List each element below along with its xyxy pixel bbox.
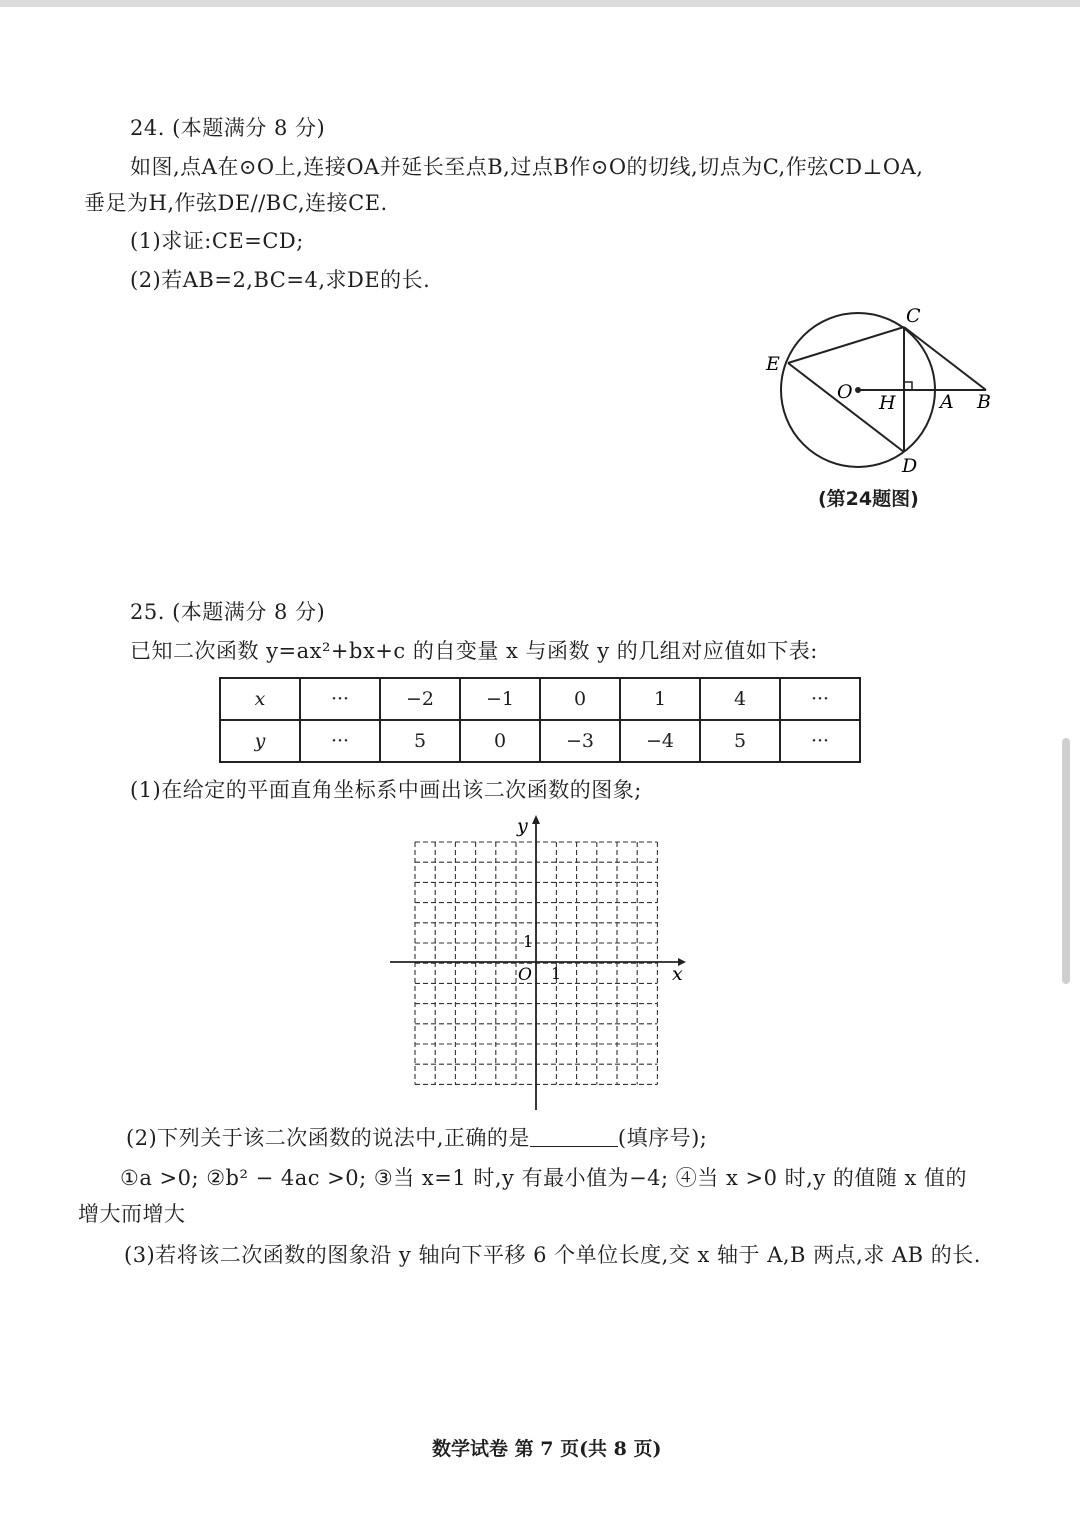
table-cell: x bbox=[220, 678, 300, 720]
q24-stem-line1: 如图,点A在⊙O上,连接OA并延长至点B,过点B作⊙O的切线,切点为C,作弦CD⊥OA, bbox=[130, 155, 924, 179]
chord-ce bbox=[788, 327, 904, 363]
q25-options-continued: 增大而增大 bbox=[78, 1202, 186, 1226]
y-unit-label: 1 bbox=[523, 932, 534, 951]
scrollbar-thumb[interactable] bbox=[1062, 738, 1070, 984]
table-row-x bbox=[220, 678, 860, 720]
table-cell: 5 bbox=[700, 720, 780, 762]
table-cell: −2 bbox=[380, 678, 460, 720]
q24-circle-figure bbox=[760, 300, 1010, 485]
y-axis-label: y bbox=[517, 815, 528, 837]
right-angle-mark bbox=[904, 382, 912, 390]
q24-stem-line2: 垂足为H,作弦DE//BC,连接CE. bbox=[84, 191, 388, 215]
label-o: O bbox=[837, 381, 853, 403]
table-cell: 1 bbox=[620, 678, 700, 720]
q25-header: 25. (本题满分 8 分) bbox=[130, 600, 326, 624]
x-axis-label: x bbox=[672, 963, 683, 985]
label-d: D bbox=[902, 455, 918, 477]
label-c: C bbox=[906, 305, 921, 327]
table-cell: 4 bbox=[700, 678, 780, 720]
table-cell: 0 bbox=[460, 720, 540, 762]
q24-part2: (2)若AB=2,BC=4,求DE的长. bbox=[130, 268, 431, 292]
center-dot bbox=[855, 387, 861, 393]
y-axis-arrow bbox=[532, 815, 540, 824]
q25-options: ①a >0; ②b² − 4ac >0; ③当 x=1 时,y 有最小值为−4; ④当 x >0 时,y 的值随 x 值的 bbox=[120, 1166, 968, 1190]
coordinate-grid[interactable] bbox=[380, 810, 700, 1120]
q25-part1: (1)在给定的平面直角坐标系中画出该二次函数的图象; bbox=[130, 778, 642, 802]
tangent-bc bbox=[904, 327, 986, 390]
table-row-y bbox=[220, 720, 860, 762]
table-cell: −3 bbox=[540, 720, 620, 762]
table-cell: ··· bbox=[300, 720, 380, 762]
q25-part2 bbox=[126, 1123, 707, 1153]
table-cell: 0 bbox=[540, 678, 620, 720]
table-cell: ··· bbox=[780, 720, 860, 762]
q25-part2-prefix: (2)下列关于该二次函数的说法中,正确的是 bbox=[126, 1126, 530, 1150]
q25-part3: (3)若将该二次函数的图象沿 y 轴向下平移 6 个单位长度,交 x 轴于 A,B 两点,求 AB 的长. bbox=[124, 1243, 981, 1267]
q24-header: 24. (本题满分 8 分) bbox=[130, 116, 326, 140]
q24-part1: (1)求证:CE=CD; bbox=[130, 229, 304, 253]
label-b: B bbox=[977, 391, 991, 413]
q25-stem: 已知二次函数 y=ax²+bx+c 的自变量 x 与函数 y 的几组对应值如下表: bbox=[130, 639, 818, 663]
xy-value-table bbox=[219, 677, 861, 763]
table-cell: ··· bbox=[780, 678, 860, 720]
top-edge bbox=[0, 0, 1080, 7]
table-cell: −1 bbox=[460, 678, 540, 720]
table-cell: y bbox=[220, 720, 300, 762]
q25-part2-suffix: (填序号); bbox=[617, 1126, 708, 1150]
q24-figure-caption: (第24题图) bbox=[818, 488, 919, 510]
x-unit-label: 1 bbox=[551, 964, 562, 983]
label-e: E bbox=[766, 353, 780, 375]
table-cell: ··· bbox=[300, 678, 380, 720]
page-footer: 数学试卷 第 7 页(共 8 页) bbox=[432, 1438, 662, 1460]
label-h: H bbox=[879, 392, 896, 414]
table-cell: −4 bbox=[620, 720, 700, 762]
origin-label: O bbox=[518, 965, 532, 985]
label-a: A bbox=[940, 391, 954, 413]
table-cell: 5 bbox=[380, 720, 460, 762]
answer-blank[interactable] bbox=[530, 1124, 618, 1147]
